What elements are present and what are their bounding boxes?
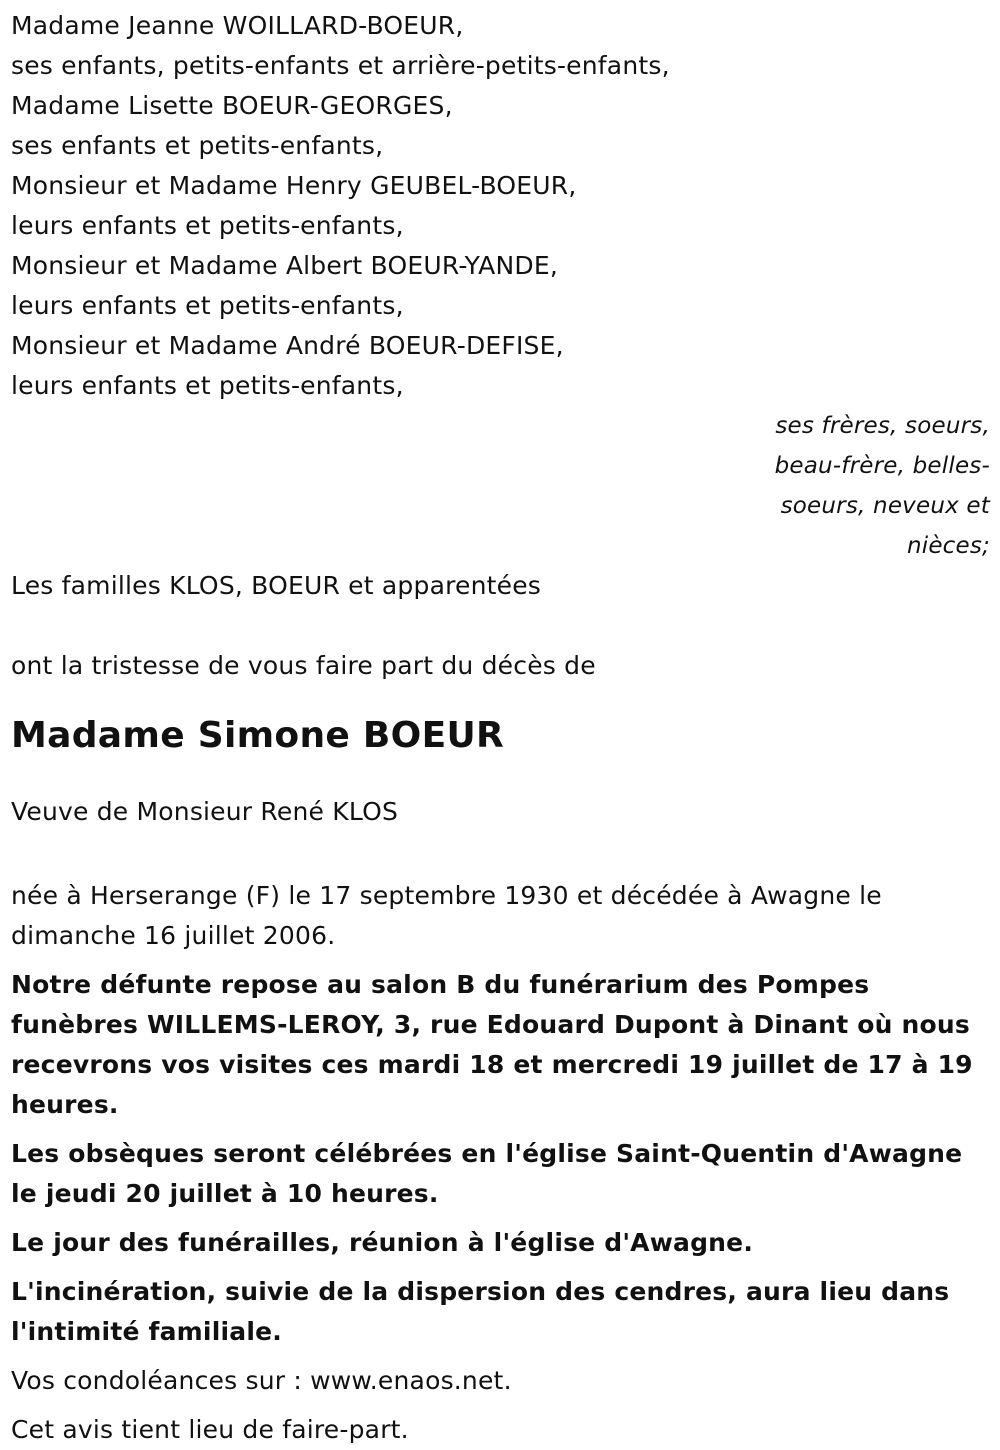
- relations-line: ses frères, soeurs,: [775, 413, 990, 439]
- relations-line: beau-frère, belles-: [774, 453, 990, 479]
- spacer: [11, 606, 990, 646]
- relations-line: nièces;: [906, 533, 990, 559]
- incineration-info: L'incinération, suivie de la dispersion des cendres, aura lieu dans l'intimité familiale.: [11, 1277, 950, 1346]
- family-line: leurs enfants et petits-enfants,: [11, 371, 404, 400]
- condolences-info: Vos condoléances sur : www.enaos.net.: [11, 1366, 512, 1395]
- notice-text: Cet avis tient lieu de faire-part.: [11, 1415, 409, 1444]
- deceased-name: Madame Simone BOEUR: [11, 715, 505, 756]
- funeral-info: Les obsèques seront célébrées en l'église Saint-Quentin d'Awagne le jeudi 20 juillet à 10 heures.: [11, 1139, 963, 1208]
- widow-of: Veuve de Monsieur René KLOS: [11, 797, 399, 826]
- family-line: Monsieur et Madame André BOEUR-DEFISE,: [11, 331, 564, 360]
- family-relations: [11, 406, 990, 566]
- family-line: ses enfants et petits-enfants,: [11, 131, 384, 160]
- announcement-text: ont la tristesse de vous faire part du décès de: [11, 651, 596, 680]
- family-line: Monsieur et Madame Albert BOEUR-YANDE,: [11, 251, 558, 280]
- family-line: Monsieur et Madame Henry GEUBEL-BOEUR,: [11, 171, 577, 200]
- relations-line: soeurs, neveux et: [780, 493, 990, 519]
- family-line: leurs enfants et petits-enfants,: [11, 211, 404, 240]
- family-line: Madame Jeanne WOILLARD-BOEUR,: [11, 11, 464, 40]
- other-families: Les familles KLOS, BOEUR et apparentées: [11, 571, 542, 600]
- family-line: Madame Lisette BOEUR-GEORGES,: [11, 91, 453, 120]
- family-line: leurs enfants et petits-enfants,: [11, 291, 404, 320]
- reunion-info: Le jour des funérailles, réunion à l'église d'Awagne.: [11, 1228, 754, 1257]
- family-line: ses enfants, petits-enfants et arrière-petits-enfants,: [11, 51, 670, 80]
- birth-death-info: née à Herserange (F) le 17 septembre 1930 et décédée à Awagne le dimanche 16 juillet 2006.: [11, 881, 882, 950]
- repose-info: Notre défunte repose au salon B du funérarium des Pompes funèbres WILLEMS-LEROY, 3, rue Edouard Dupont à Dinant où nous recevrons vos visites ces mardi 18 et mercredi 19 juillet de 17 à 19 heures.: [11, 970, 973, 1119]
- family-list: [11, 6, 990, 406]
